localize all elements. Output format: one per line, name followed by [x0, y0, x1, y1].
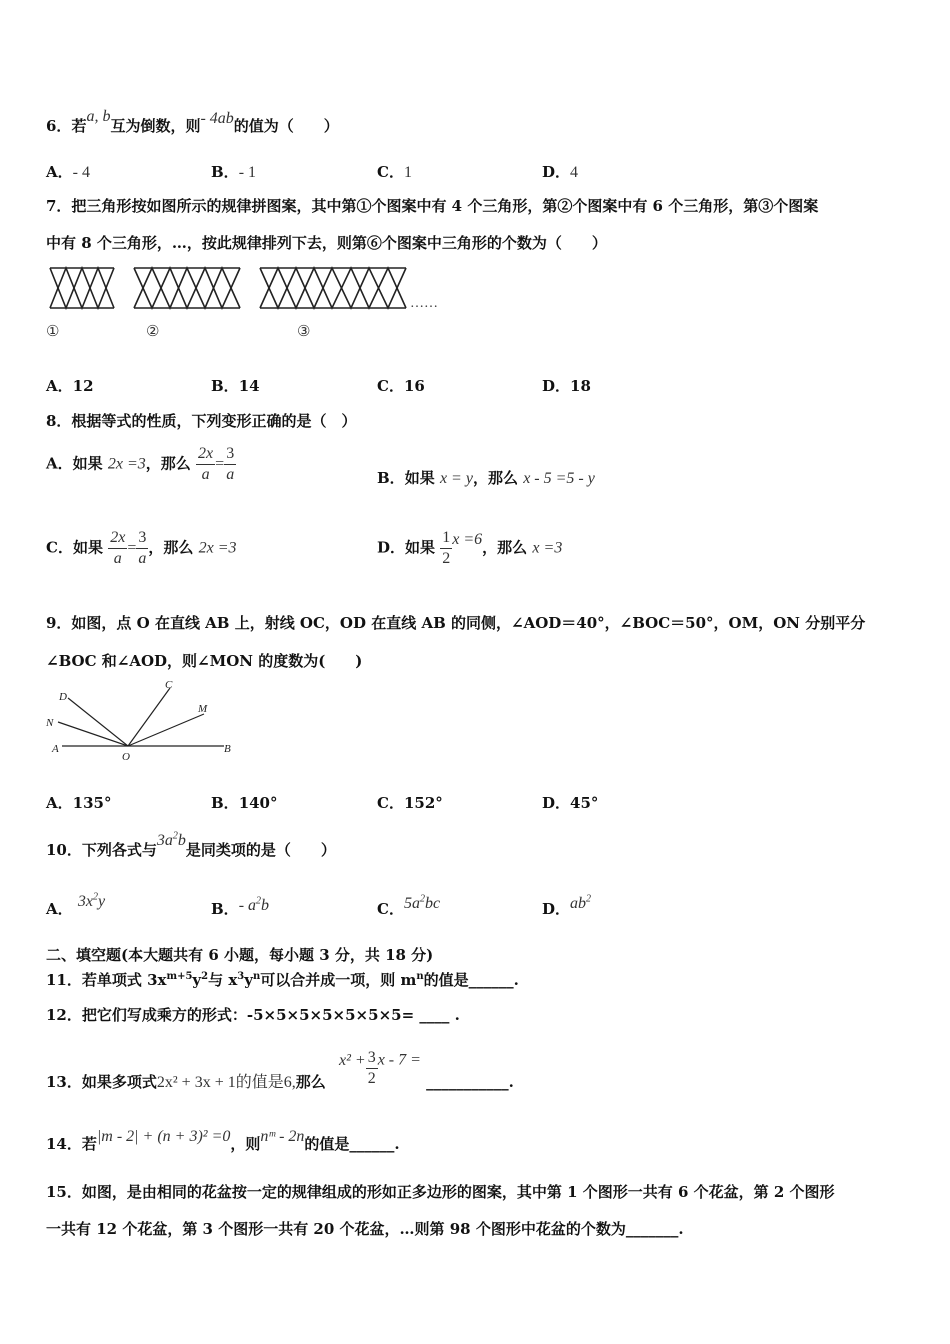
- q8-option-b[interactable]: B．如果 x = y，那么 x - 5 =5 - y: [377, 469, 595, 487]
- q7-figure-label-2: ②: [146, 324, 160, 340]
- q8-stem: 8．根据等式的性质，下列变形正确的是（ ）: [46, 412, 357, 430]
- q10-stem: 10．下列各式与$3a^2b$是同类项的是（ ）: [46, 830, 336, 859]
- q9-label-b: B: [224, 743, 231, 755]
- q7-option-b[interactable]: B．14: [211, 377, 260, 395]
- q10-option-d[interactable]: D．$ab^2$: [542, 893, 592, 918]
- q6-option-d[interactable]: D．4: [542, 163, 579, 181]
- q6-option-b[interactable]: B．- 1: [211, 163, 257, 181]
- q9-label-m: M: [198, 703, 208, 715]
- q13-stem: 13．如果多项式2x² + 3x + 1的值是6,那么 x² + $\frac{3}{2}$ x - 7 = ___________.: [46, 1049, 514, 1091]
- q10-option-c[interactable]: C．$5a^2bc$: [377, 893, 441, 918]
- q11-stem: 11．若单项式 $3x^{m+5}y^2$与 $x^3y^n$可以合并成一项，则 $m^n$的值是______.: [46, 971, 519, 989]
- q9-label-d: D: [59, 691, 67, 703]
- q6-vars: a, b: [86, 108, 111, 125]
- q7-triangle-figure: [46, 262, 456, 314]
- q8-option-d[interactable]: D．如果 $\frac{1}{2}$ x =6，那么 x =3: [377, 529, 563, 567]
- q9-label-n: N: [46, 717, 54, 729]
- q7-line-2: 中有 8 个三角形，…，按此规律排列下去，则第⑥个图案中三角形的个数为（ ）: [46, 234, 607, 252]
- q7-figure-label-3: ③: [297, 324, 311, 340]
- q9-label-c: C: [165, 679, 173, 691]
- q6-text-1: 若: [71, 117, 87, 135]
- q9-line-1: 9．如图，点 O 在直线 AB 上，射线 OC，OD 在直线 AB 的同侧，∠AOD＝40°，∠BOC＝50°，OM，ON 分别平分: [46, 614, 866, 632]
- q7-option-c[interactable]: C．16: [377, 377, 425, 395]
- q6-text-2: 互为倒数，则: [110, 117, 201, 135]
- q7-line-1: 7．把三角形按如图所示的规律拼图案，其中第①个图案中有 4 个三角形，第②个图案中有 6 个三角形，第③个图案: [46, 197, 819, 215]
- q9-line-2: ∠BOC 和∠AOD，则∠MON 的度数为( ): [46, 652, 363, 670]
- q7-ellipsis: ……: [410, 296, 438, 311]
- section-2-title: 二、填空题(本大题共有 6 小题，每小题 3 分，共 18 分): [46, 946, 434, 964]
- q12-stem: 12．把它们写成乘方的形式：-5×5×5×5×5×5×5= ____ .: [46, 1006, 460, 1024]
- q9-label-a: A: [52, 743, 59, 755]
- q9-option-d[interactable]: D．45°: [542, 794, 599, 812]
- q6-number: 6．: [46, 117, 72, 135]
- q15-line-2: 一共有 12 个花盆，第 3 个图形一共有 20 个花盆，…则第 98 个图形中花盆的个数为_______.: [46, 1220, 684, 1238]
- q8-option-c[interactable]: C．如果 $\frac{2x}{a}$ = $\frac{3}{a}$ ，那么 2x =3: [46, 529, 237, 567]
- q9-option-a[interactable]: A．135°: [46, 794, 112, 812]
- q9-option-c[interactable]: C．152°: [377, 794, 443, 812]
- q9-option-b[interactable]: B．140°: [211, 794, 278, 812]
- q9-angle-figure: [44, 676, 244, 766]
- q9-label-o: O: [122, 751, 130, 763]
- q10-option-a[interactable]: A． $3x^2y$: [46, 891, 106, 918]
- q6-option-c[interactable]: C．1: [377, 163, 412, 181]
- q6-expr: - 4ab: [200, 110, 234, 127]
- q6-stem: [46, 108, 339, 136]
- q10-option-b[interactable]: B．- $a^2b$: [211, 895, 270, 918]
- q6-option-a[interactable]: A．- 4: [46, 163, 90, 181]
- q7-option-a[interactable]: A．12: [46, 377, 94, 395]
- q7-figure-label-1: ①: [46, 324, 60, 340]
- q15-line-1: 15．如图，是由相同的花盆按一定的规律组成的形如正多边形的图案，其中第 1 个图形一共有 6 个花盆，第 2 个图形: [46, 1183, 835, 1201]
- q14-stem: 14．若|m - 2| + (n + 3)² =0，则nᵐ - 2n的值是______.: [46, 1128, 400, 1153]
- q6-text-3: 的值为（ ）: [233, 117, 339, 135]
- q8-option-a[interactable]: A．如果 2x =3，那么 $\frac{2x}{a}$ = $\frac{3}{a}$: [46, 445, 235, 483]
- q7-option-d[interactable]: D．18: [542, 377, 591, 395]
